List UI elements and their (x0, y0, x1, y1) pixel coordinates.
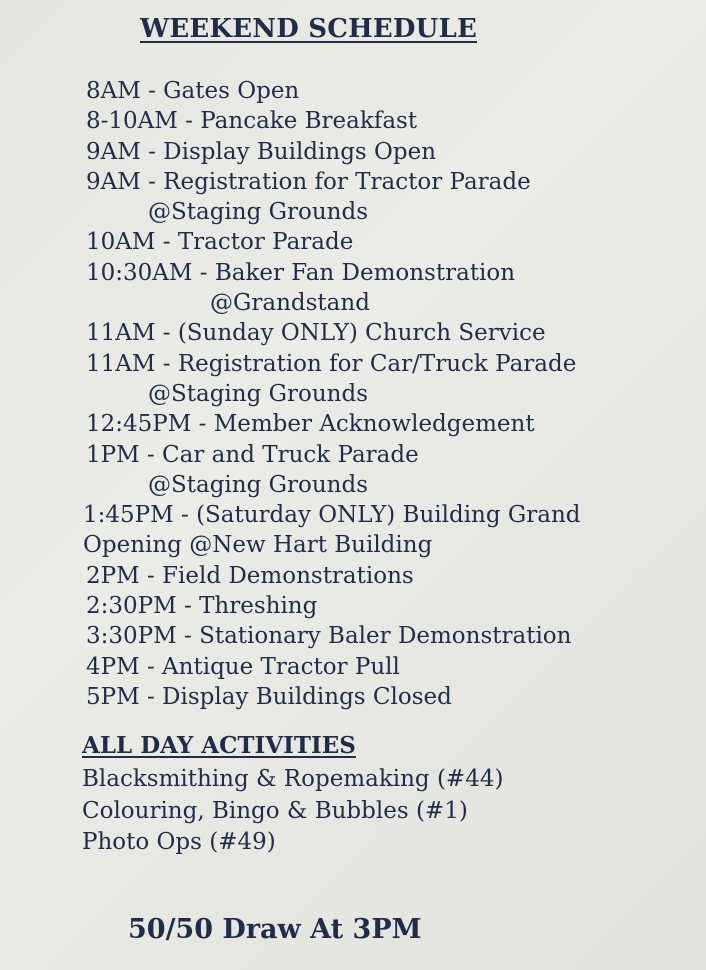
schedule-item: 12:45PM - Member Acknowledgement (86, 411, 535, 438)
activity-item: Photo Ops (#49) (82, 829, 276, 855)
draw-notice: 50/50 Draw At 3PM (128, 914, 422, 945)
schedule-item: 5PM - Display Buildings Closed (86, 683, 452, 710)
schedule-item: 9AM - Display Buildings Open (86, 138, 437, 165)
schedule-item: 8AM - Gates Open (86, 78, 300, 104)
schedule-item: 11AM - Registration for Car/Truck Parade (86, 350, 577, 377)
schedule-item: 2:30PM - Threshing (86, 593, 318, 620)
schedule-item: 9AM - Registration for Tractor Parade (86, 168, 531, 195)
activity-item: Blacksmithing & Ropemaking (#44) (82, 766, 504, 792)
all-day-list (82, 764, 503, 859)
schedule-item: 1PM - Car and Truck Parade (86, 441, 419, 468)
schedule-item-location: @Staging Grounds (148, 380, 369, 407)
schedule-item: 2PM - Field Demonstrations (86, 562, 414, 589)
schedule-item-location: @Staging Grounds (148, 471, 369, 498)
schedule-item-location: @Grandstand (210, 290, 370, 317)
schedule-item: 8-10AM - Pancake Breakfast (86, 108, 418, 135)
schedule-item: 1:45PM - (Saturday ONLY) Building Grand (83, 502, 581, 529)
schedule-item: 10AM - Tractor Parade (86, 229, 354, 256)
schedule-item: 4PM - Antique Tractor Pull (86, 653, 400, 680)
activity-item: Colouring, Bingo & Bubbles (#1) (82, 797, 468, 824)
schedule-item: 3:30PM - Stationary Baler Demonstration (86, 623, 572, 650)
schedule-item: 10:30AM - Baker Fan Demonstration (86, 259, 516, 286)
page-title: WEEKEND SCHEDULE (140, 14, 477, 44)
schedule-item: 11AM - (Sunday ONLY) Church Service (86, 320, 546, 347)
schedule-item-continued: Opening @New Hart Building (83, 532, 433, 559)
all-day-heading: ALL DAY ACTIVITIES (82, 732, 356, 759)
schedule-list (83, 76, 581, 712)
schedule-item-location: @Staging Grounds (148, 199, 369, 226)
